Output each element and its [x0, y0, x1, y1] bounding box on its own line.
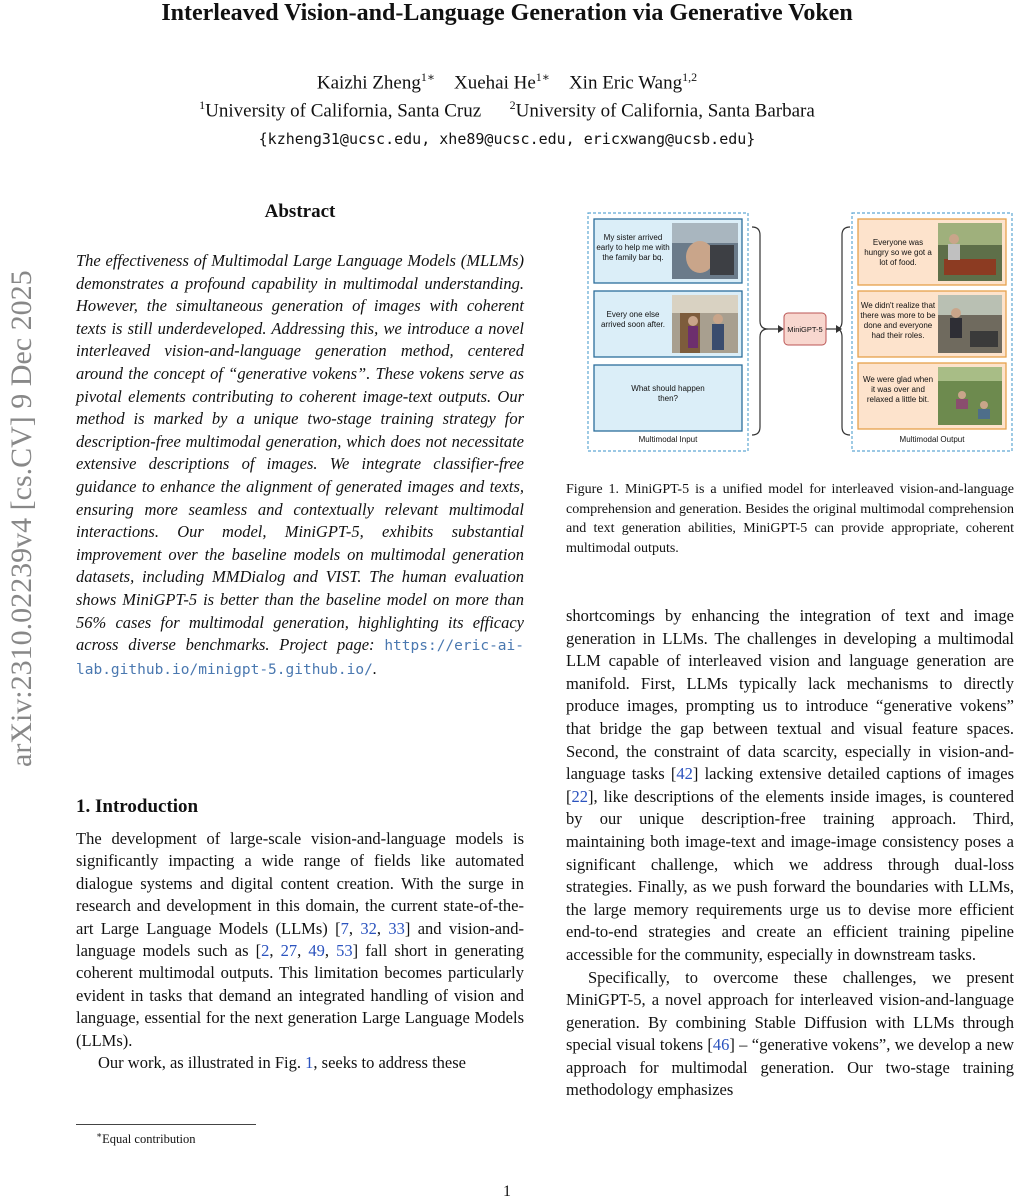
introduction-body [76, 828, 524, 1074]
photo-icon [672, 295, 738, 353]
photo-icon [672, 223, 738, 279]
author-name: Kaizhi Zheng [316, 72, 421, 94]
photo-icon [938, 223, 1002, 281]
page-number: 1 [503, 1183, 511, 1200]
project-page-link[interactable]: https://eric-ai-lab.github.io/minigpt-5.github.io/ [76, 638, 524, 678]
citation-link[interactable]: 27 [280, 941, 298, 961]
footnote-text: Equal contribution [102, 1132, 196, 1147]
intro-paragraph [76, 1052, 524, 1074]
affiliation-list [0, 98, 1014, 122]
citation-link[interactable]: 53 [336, 941, 353, 961]
body-paragraph [566, 605, 1014, 967]
author-affil-mark: 1,2 [682, 70, 698, 84]
text-run: Specifically, to overcome these challenges, we present MiniGPT-5, a novel approach for interleaved vision-and-language generation. By combining Stable Diffusion with LLMs through special visual tokens [ [566, 967, 1014, 1055]
citation-link[interactable]: 42 [676, 764, 693, 784]
output-label: Multimodal Output [899, 435, 965, 444]
abstract-body [76, 250, 524, 681]
body-paragraph [566, 967, 1014, 1103]
section-heading-introduction: 1. Introduction [76, 796, 199, 817]
author-name: Xin Eric Wang [568, 72, 683, 94]
citation-link[interactable]: 2 [261, 941, 270, 961]
paper-title: Interleaved Vision-and-Language Generation via Generative Voken [161, 0, 853, 26]
input-text: My sister arrived early to help me with the family bar bq. [596, 233, 670, 262]
right-column-body [566, 605, 1014, 1102]
footnote-mark: ∗ [96, 1130, 103, 1140]
input-text: What should happen then? [631, 384, 705, 403]
footnote-rule [76, 1124, 256, 1125]
text-run: ], like descriptions of the elements inside images, is countered by our unique description-free training approach. Third, maintaining both image-text and image-image consistency poses a significant challenge, which we address through dual-loss strategies. Finally, as we push forward the boundaries with LLMs, the large memory requirements urge us to devise more efficient end-to-end strategies and create an efficient training pipeline accessible for the community, especially in downstream tasks. [566, 786, 1014, 964]
footnote [96, 1130, 196, 1147]
text-run: ] lacking extensive detailed captions of images [ [566, 764, 1014, 806]
citation-link[interactable]: 22 [571, 786, 588, 806]
citation-link[interactable]: 46 [712, 1035, 730, 1055]
input-text: Every one else arrived soon after. [600, 310, 666, 329]
text-run: The development of large-scale vision-and-language models is significantly impacting a wide range of fields like automated dialogue systems and digital content creation. With the surge in research and development in this domain, the current state-of-the-art Large Language Models (LLMs) [ [76, 829, 524, 938]
text-run: , seeks to address these [313, 1053, 466, 1073]
text-run: shortcomings by enhancing the integration of text and image generation in LLMs. The challenges in developing a multimodal LLM capable of interleaved vision and language generation are manifold. First, LLMs typically lack mechanisms to directly produce images, prompting us to introduce “generative vokens” that bridge the gap between textual and visual feature spaces. Second, the constraint of data scarcity, especially in vision-and-language tasks [ [566, 606, 1014, 784]
text-run: ] and vision-and-language models such as [ [76, 918, 525, 961]
citation-link[interactable]: 33 [388, 918, 405, 938]
citation-link[interactable]: 32 [360, 918, 377, 938]
intro-paragraph: The development of large-scale vision-and-language models is significantly impacting a wide range of fields like automated dialogue systems and digital content creation. With the surge in research and development in this domain, the current state-of-the-art Large Language Models (LLMs) [7, 32, 33] and vision-and-language models such as [2, 27, 49, 53] fall short in generating coherent multimodal outputs. This limitation becomes particularly evident in tasks that demand an integrated handling of vision and language, essential for the next generation Large Language Models (LLMs). [76, 829, 525, 1050]
author-emails: {kzheng31@ucsc.edu, xhe89@ucsc.edu, ericxwang@ucsb.edu} [258, 130, 756, 148]
affiliation: University of California, Santa Cruz [205, 100, 482, 122]
author-name: Xuehai He [454, 72, 536, 94]
abstract-text: The effectiveness of Multimodal Large Language Models (MLLMs) demonstrates a profound capability in multimodal understanding. However, the simultaneous generation of images with coherent texts is still underdeveloped. Addressing this, we introduce a novel interleaved vision-and-language generation method, centered around the concept of “generative vokens”. These vokens serve as pivotal elements contributing to coherent image-text outputs. Our method is marked by a unique two-stage training strategy for description-free multimodal generation, which does not necessitate extensive descriptions of images. We integrate classifier-free guidance to enhance the alignment of generated images and texts, ensuring more seamless and contextually relevant multimodal interactions. Our model, MiniGPT-5, exhibits substantial improvement over the baseline models on multimodal generation datasets, including MMDialog and VIST. The human evaluation shows MiniGPT-5 is better than the baseline model on more than 56% cases for multimodal generation, highlighting its efficacy across diverse benchmarks. Project page: [76, 251, 524, 655]
citation-link[interactable]: 49 [308, 941, 325, 961]
output-text: We didn't realize that there was more to be done and everyone had their roles. [860, 301, 936, 340]
affil-mark: 2 [509, 98, 516, 112]
figure-1-caption: Figure 1. MiniGPT-5 is a unified model for interleaved vision-and-language comprehension and generation. Besides the original multimodal comprehension and text generation abilities, MiniGPT-5 can provide appropriate, coherent multimodal outputs. [566, 482, 1014, 556]
affil-mark: 1 [199, 98, 206, 112]
text-run: Our work, as illustrated in Fig. [98, 1053, 306, 1073]
author-list [0, 70, 1014, 94]
figure-ref-link[interactable]: 1 [305, 1053, 314, 1073]
abstract-heading: Abstract [264, 201, 336, 222]
abstract-end: . [372, 658, 377, 678]
arxiv-sidebar-stamp: arXiv:2310.02239v4 [cs.CV] 9 Dec 2025 [5, 270, 38, 767]
text-run: ] – “generative vokens”, we develop a new approach for multimodal generation. Our two-stage training methodology emphasizes [566, 1035, 1014, 1100]
affiliation: University of California, Santa Barbara [515, 100, 815, 122]
citation-link[interactable]: 7 [340, 918, 349, 938]
author-affil-mark: 1∗ [420, 70, 435, 84]
input-label: Multimodal Input [638, 435, 698, 444]
photo-icon [938, 295, 1002, 353]
photo-icon [938, 367, 1002, 425]
figure-1 [560, 205, 1014, 455]
output-text: Everyone was hungry so we got a lot of food. [864, 238, 932, 267]
author-affil-mark: 1∗ [535, 70, 550, 84]
output-text: We were glad when it was over and relaxed a little bit. [862, 375, 934, 404]
text-run: ] fall short in generating coherent multimodal outputs. This limitation becomes particularly evident in tasks that demand an integrated handling of vision and language, essential for the next generation Large Language Models (LLMs). [76, 941, 525, 1050]
input-bracket [752, 227, 768, 435]
model-label: MiniGPT-5 [787, 325, 823, 334]
